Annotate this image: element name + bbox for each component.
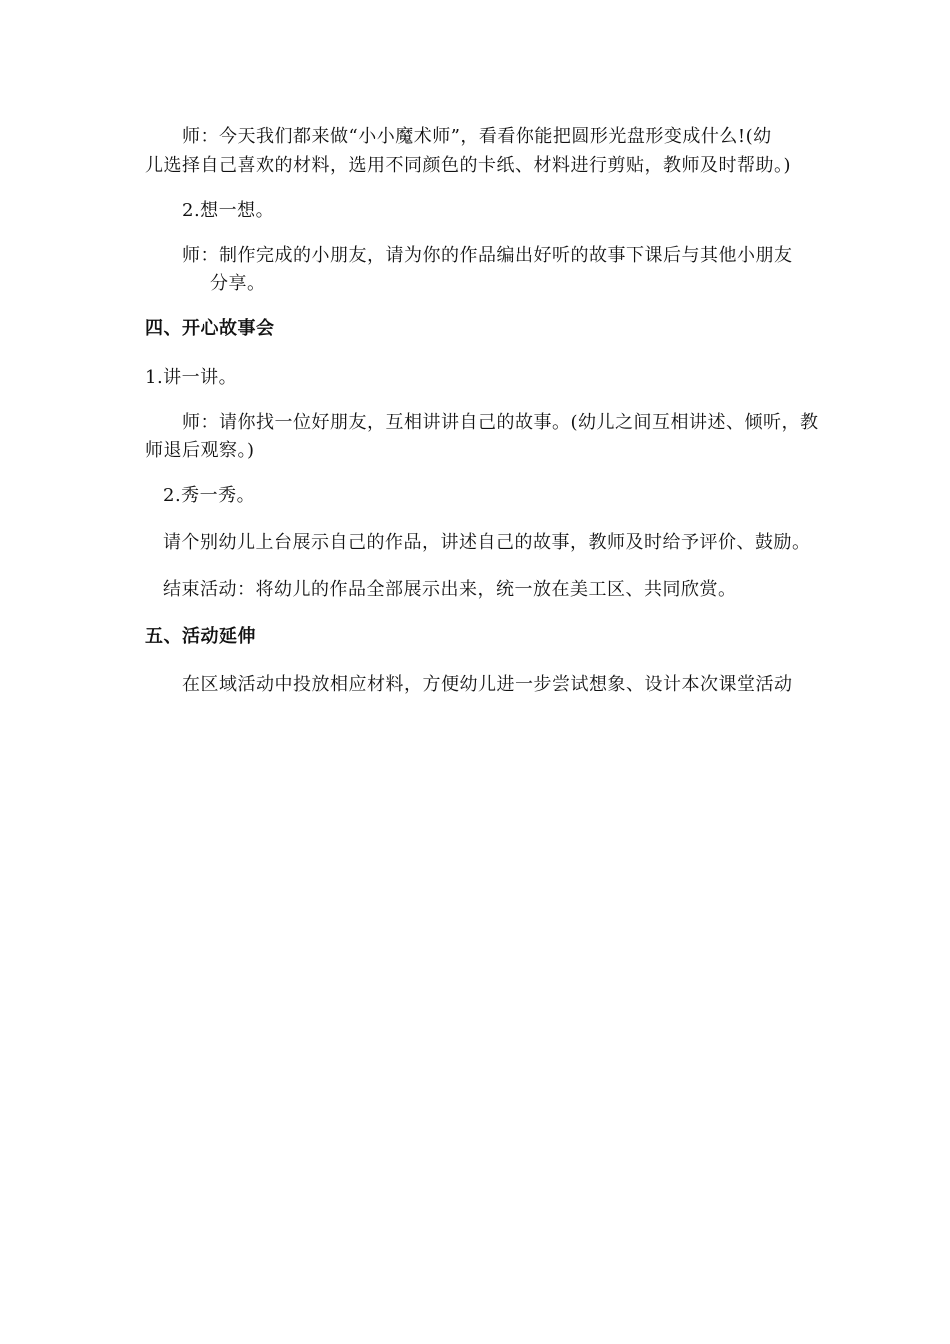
section-heading-story-meeting: 四、开心故事会 (145, 318, 275, 339)
paragraph-teacher-story-line2: 分享。 (210, 273, 266, 294)
paragraph-area-activity: 在区域活动中投放相应材料，方便幼儿进一步尝试想象、设计本次课堂活动 (182, 674, 793, 695)
step-tell: 1.讲一讲。 (145, 367, 238, 388)
paragraph-teacher-magician-line1: 师：今天我们都来做“小小魔术师”，看看你能把圆形光盘形变成什么!(幼 (182, 126, 772, 147)
paragraph-teacher-magician-line2: 儿选择自己喜欢的材料，选用不同颜色的卡纸、材料进行剪贴，教师及时帮助。) (145, 155, 792, 176)
paragraph-end-activity: 结束活动：将幼儿的作品全部展示出来，统一放在美工区、共同欣赏。 (163, 579, 737, 600)
paragraph-display-works: 请个别幼儿上台展示自己的作品，讲述自己的故事，教师及时给予评价、鼓励。 (163, 532, 811, 553)
paragraph-teacher-friend-line1: 师：请你找一位好朋友，互相讲讲自己的故事。(幼儿之间互相讲述、倾听，教 (182, 412, 819, 433)
step-show: 2.秀一秀。 (163, 485, 256, 506)
paragraph-teacher-friend-line2: 师退后观察。) (145, 440, 255, 461)
step-think: 2.想一想。 (182, 200, 275, 221)
paragraph-teacher-story-line1: 师：制作完成的小朋友，请为你的作品编出好听的故事下课后与其他小朋友 (182, 245, 793, 266)
section-heading-extension: 五、活动延伸 (145, 626, 256, 647)
